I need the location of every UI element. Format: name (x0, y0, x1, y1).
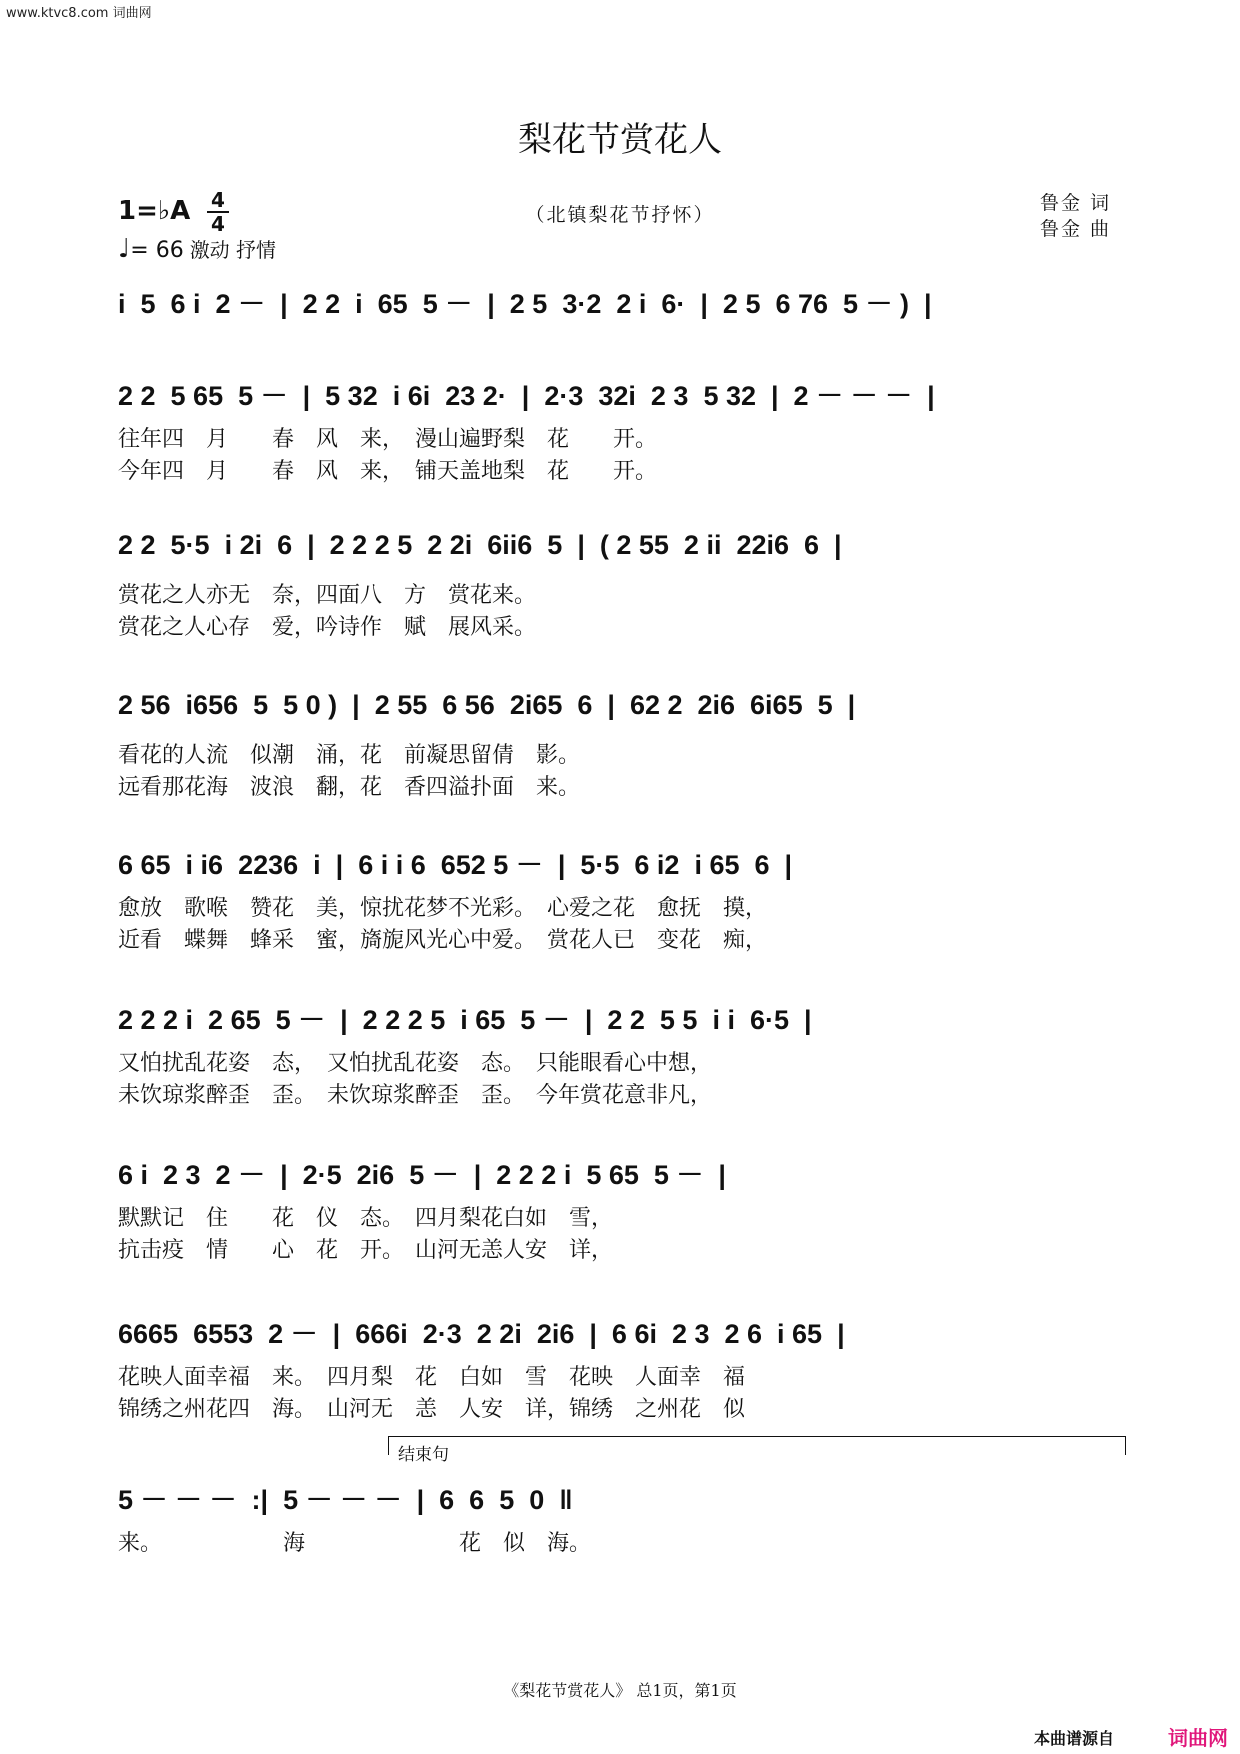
lyric-line-1: 看花的人流 似潮 涌，花 前凝思留倩 影。 (118, 743, 581, 768)
notation-row (118, 1478, 1128, 1518)
lyric-line-1: 愈放 歌喉 赞花 美，惊扰花梦不光彩。 心爱之花 愈抚 摸， (118, 896, 768, 921)
lyric-line-1: 花映人面幸福 来。 四月梨 花 白如 雪 花映 人面幸 福 (118, 1365, 746, 1390)
jianpu-notes: 6 i 2 3 2 － | 2·5 2i6 5 － | 2 2 2 i 5 65 5 － | (118, 1160, 726, 1190)
ending-bracket (388, 1436, 1126, 1455)
jianpu-notes: 2 2 2 i 2 65 5 － | 2 2 2 5 i 65 5 － | 2 2 5 5 i i 6·5 | (118, 1005, 812, 1035)
quarter-note-icon: ♩ (118, 234, 131, 264)
expression-mark: 激动 抒情 (189, 238, 277, 262)
jianpu-notes: 5 － － － :| 5 － － － | 6 6 5 0 ‖ (118, 1485, 573, 1515)
lyricist-credit: 鲁金 词 (1040, 192, 1112, 214)
tempo-marking (118, 234, 276, 264)
lyric-line-2: 锦绣之州花四 海。 山河无 恙 人安 详，锦绣 之州花 似 (118, 1397, 746, 1422)
jianpu-notes: 6 65 i i6 2236 i | 6 i i 6 652 5 － | 5·5 6 i2 i 65 6 | (118, 850, 793, 880)
jianpu-notes: 2 2 5·5 i 2i 6 | 2 2 2 5 2 2i 6ii6 5 | ( 2 55 2 ii 22i6 6 | (118, 530, 842, 560)
watermark: www.ktvc8.com 词曲网 (6, 6, 152, 21)
tempo-value: = 66 (130, 238, 184, 263)
notation-row (118, 282, 1128, 322)
notation-row (118, 530, 1128, 570)
notation-row (118, 690, 1128, 730)
lyric-line-1: 又怕扰乱花姿 态， 又怕扰乱花姿 态。 只能眼看心中想， (118, 1051, 713, 1076)
composer-credit: 鲁金 曲 (1040, 218, 1112, 240)
lyric-line-1: 默默记 住 花 仪 态。 四月梨花白如 雪， (118, 1206, 614, 1231)
lyric-line-2: 赏花之人心存 爱，吟诗作 赋 展风采。 (118, 615, 537, 640)
lyric-line-1: 赏花之人亦无 奈，四面八 方 赏花来。 (118, 583, 537, 608)
notation-row (118, 1312, 1128, 1352)
time-bottom: 4 (211, 212, 225, 236)
notation-row (118, 374, 1128, 414)
notation-row (118, 843, 1128, 883)
jianpu-notes: i 5 6 i 2 － | 2 2 i 65 5 － | 2 5 3·2 2 i 6· | 2 5 6 76 5 － ) | (118, 289, 932, 319)
ending-label: 结束句 (398, 1445, 449, 1465)
jianpu-notes: 2 56 i656 5 5 0 ) | 2 55 6 56 2i65 6 | 62 2 2i6 6i65 5 | (118, 690, 856, 720)
site-logo: 词曲网 (1168, 1726, 1228, 1750)
lyric-line-2: 抗击疫 情 心 花 开。 山河无恙人安 详， (118, 1238, 614, 1263)
subtitle: （北镇梨花节抒怀） (525, 204, 715, 226)
source-note: 本曲谱源自 (1033, 1729, 1114, 1748)
notation-row (118, 998, 1128, 1038)
key-signature: 1=♭A (118, 196, 191, 226)
jianpu-notes: 2 2 5 65 5 － | 5 32 i 6i 23 2· | 2·3 32i 2 3 5 32 | 2 － － － | (118, 381, 935, 411)
page-title: 梨花节赏花人 (518, 120, 722, 160)
notation-row (118, 1153, 1128, 1193)
lyric-line-1: 来。 海 花 似 海。 (118, 1531, 592, 1556)
time-signature (207, 190, 229, 234)
lyric-line-2: 今年四 月 春 风 来， 铺天盖地梨 花 开。 (118, 459, 658, 484)
lyric-line-2: 未饮琼浆醉歪 歪。 未饮琼浆醉歪 歪。 今年赏花意非凡， (118, 1083, 713, 1108)
time-top: 4 (211, 188, 225, 212)
lyric-line-1: 往年四 月 春 风 来， 漫山遍野梨 花 开。 (118, 427, 658, 452)
jianpu-notes: 6665 6553 2 － | 666i 2·3 2 2i 2i6 | 6 6i 2 3 2 6 i 65 | (118, 1319, 845, 1349)
lyric-line-2: 远看那花海 波浪 翻，花 香四溢扑面 来。 (118, 775, 581, 800)
page-footer: 《梨花节赏花人》 总1页，第1页 (503, 1681, 737, 1700)
lyric-line-2: 近看 蝶舞 蜂采 蜜，旖旎风光心中爱。 赏花人已 变花 痴， (118, 928, 768, 953)
